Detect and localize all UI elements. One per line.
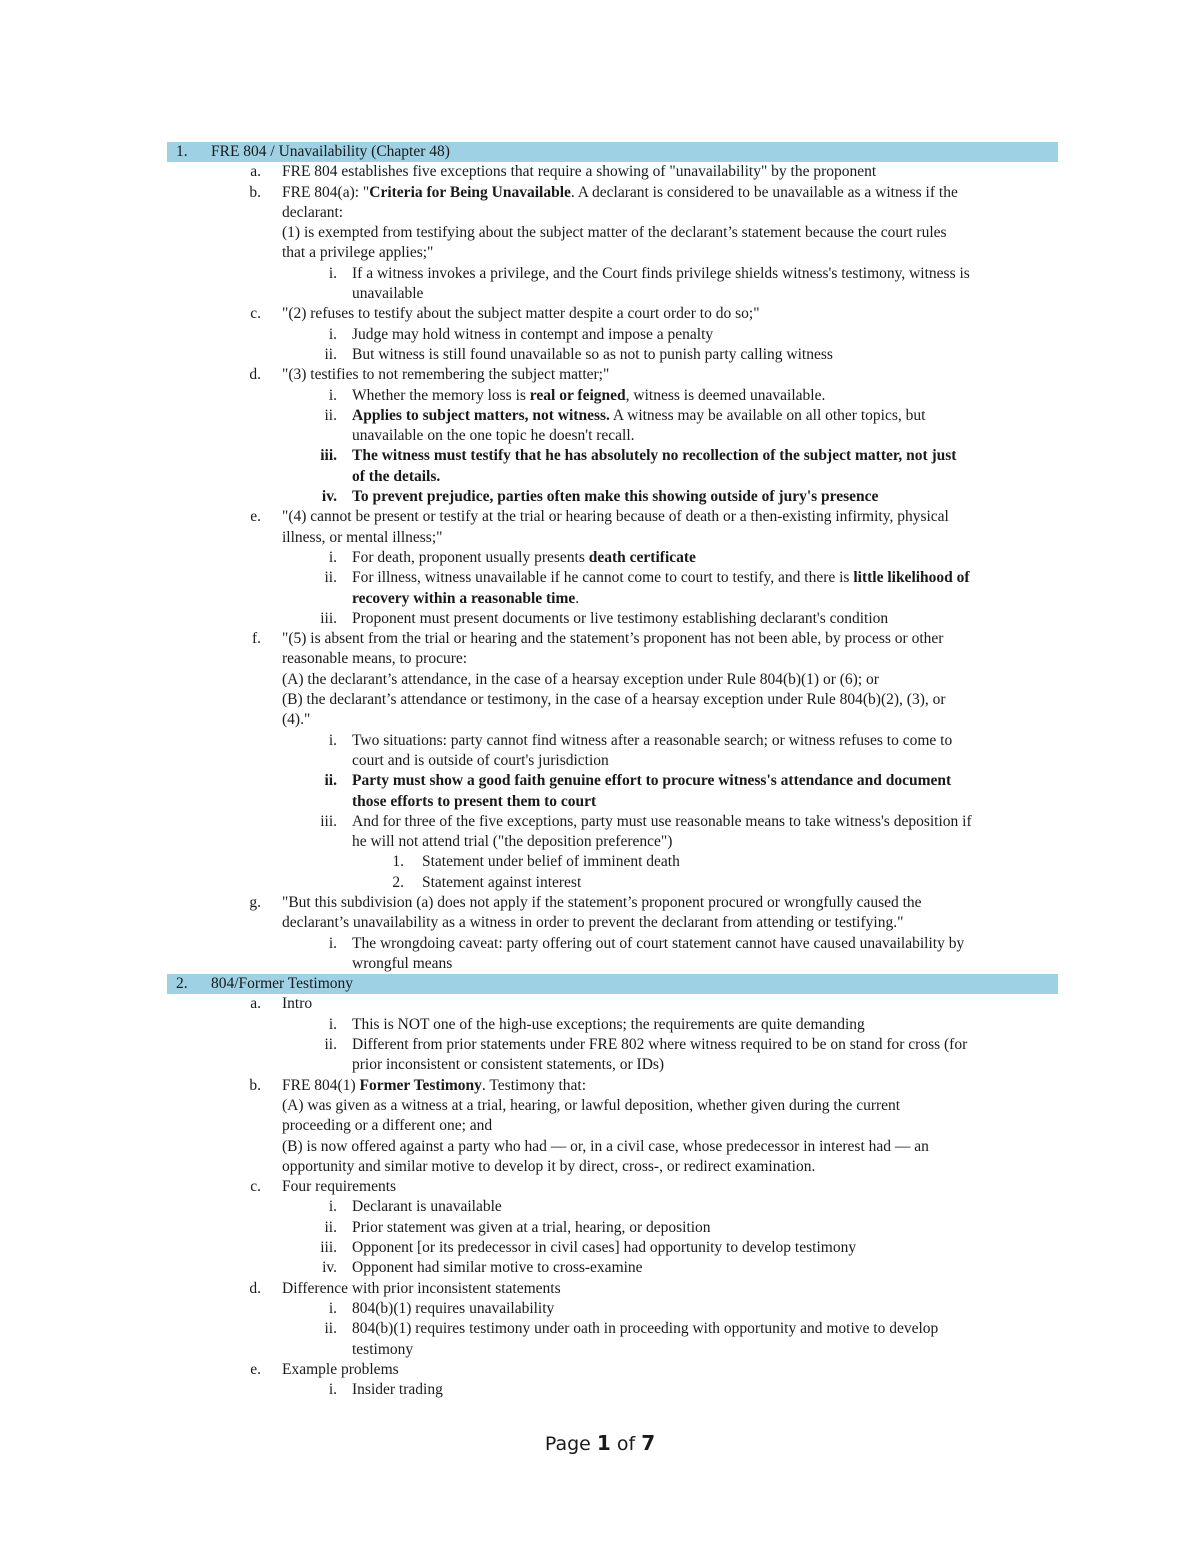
text-run: that a privilege applies;" xyxy=(282,244,434,262)
line-text xyxy=(282,203,343,223)
line-text xyxy=(282,1177,396,1197)
outline-line xyxy=(0,1360,1200,1380)
section-title: FRE 804 / Unavailability (Chapter 48) xyxy=(211,143,450,160)
text-run: (B) is now offered against a party who had — or, in a civil case, whose predecessor in interest had — an xyxy=(282,1137,929,1155)
page-total: 7 xyxy=(641,1431,656,1455)
outline-line xyxy=(0,345,1200,365)
text-run: Prior statement was given at a trial, hearing, or deposition xyxy=(352,1218,711,1236)
outline-line xyxy=(0,832,1200,852)
text-run: Opponent had similar motive to cross-examine xyxy=(352,1259,643,1277)
text-run: Judge may hold witness in contempt and impose a penalty xyxy=(352,325,714,343)
text-run: Different from prior statements under FRE 802 where witness required to be on stand for cross (for xyxy=(352,1036,968,1054)
line-text xyxy=(352,264,970,284)
line-text xyxy=(282,893,922,913)
text-run: If a witness invokes a privilege, and the Court finds privilege shields witness's testimony, witness is xyxy=(352,264,970,282)
list-marker: i. xyxy=(328,325,337,343)
outline-line xyxy=(0,751,1200,771)
text-run: he will not attend trial ("the deposition preference") xyxy=(352,833,673,851)
line-text xyxy=(352,548,696,568)
bold-text: The witness must testify that he has absolutely no recollection of the subject matter, not just xyxy=(352,447,957,465)
text-run: declarant: xyxy=(282,203,344,221)
text-run: Whether the memory loss is xyxy=(352,386,530,404)
line-text xyxy=(352,325,713,345)
text-run: prior inconsistent or consistent statements, or IDs) xyxy=(352,1056,665,1074)
line-text xyxy=(282,507,949,527)
outline-line xyxy=(0,629,1200,649)
line-text xyxy=(352,1015,865,1035)
outline-line xyxy=(0,304,1200,324)
line-text xyxy=(352,832,672,852)
line-text xyxy=(352,284,423,304)
outline-line xyxy=(0,1177,1200,1197)
line-text xyxy=(352,589,579,609)
line-text xyxy=(422,873,581,893)
text-run: FRE 804(a): " xyxy=(282,183,370,201)
list-marker: ii. xyxy=(324,406,337,424)
bold-text: Applies to subject matters, not witness. xyxy=(352,406,610,424)
bold-text: Party must show a good faith genuine effort to procure witness's attendance and document xyxy=(352,772,952,790)
outline-line xyxy=(0,609,1200,629)
line-text xyxy=(352,345,833,365)
line-text xyxy=(352,1258,643,1278)
list-marker: g. xyxy=(249,893,261,911)
text-run: illness, or mental illness;" xyxy=(282,528,443,546)
text-run: (4)." xyxy=(282,711,311,729)
section-title: 804/Former Testimony xyxy=(211,975,353,993)
line-text xyxy=(282,629,943,649)
outline-line xyxy=(0,873,1200,893)
line-text xyxy=(282,1279,561,1299)
bold-text: Former Testimony xyxy=(359,1076,482,1094)
line-text xyxy=(352,1218,711,1238)
outline-line xyxy=(0,1137,1200,1157)
outline-line xyxy=(0,507,1200,527)
list-marker: ii. xyxy=(324,1218,337,1236)
outline-line xyxy=(0,649,1200,669)
line-text xyxy=(352,1055,664,1075)
outline-line xyxy=(0,426,1200,446)
text-run: . Testimony that: xyxy=(481,1076,587,1094)
line-text xyxy=(352,1035,967,1055)
list-marker: c. xyxy=(250,1178,261,1196)
list-marker: e. xyxy=(250,508,261,526)
outline-line xyxy=(0,1258,1200,1278)
text-run: "(3) testifies to not remembering the subject matter;" xyxy=(282,366,610,384)
line-text xyxy=(352,467,440,487)
outline-line xyxy=(0,690,1200,710)
line-text xyxy=(352,487,878,507)
outline-line xyxy=(0,1299,1200,1319)
list-marker: i. xyxy=(328,731,337,749)
text-run: 804(b)(1) requires unavailability xyxy=(352,1299,555,1317)
list-marker: 2. xyxy=(392,873,404,891)
text-run: Four requirements xyxy=(282,1178,397,1196)
line-text xyxy=(352,751,609,771)
outline-line xyxy=(0,528,1200,548)
text-run: proceeding or a different one; and xyxy=(282,1117,493,1135)
list-marker: ii. xyxy=(324,1320,337,1338)
text-run: Proponent must present documents or live testimony establishing declarant's condition xyxy=(352,609,889,627)
text-run: , witness is deemed unavailable. xyxy=(625,386,826,404)
list-marker: i. xyxy=(328,1015,337,1033)
outline-line xyxy=(0,284,1200,304)
list-marker: a. xyxy=(250,163,261,181)
list-marker: ii. xyxy=(324,772,337,790)
text-run: court and is outside of court's jurisdiction xyxy=(352,751,609,769)
text-run: For illness, witness unavailable if he cannot come to court to testify, and there is xyxy=(352,569,854,587)
line-text xyxy=(282,528,442,548)
line-text xyxy=(352,792,596,812)
line-text xyxy=(282,365,609,385)
outline-line xyxy=(0,954,1200,974)
list-marker: d. xyxy=(249,366,261,384)
section-number: 1. xyxy=(176,143,188,160)
section-heading xyxy=(167,974,1058,994)
text-run: (1) is exempted from testifying about the subject matter of the declarant’s statement because the court rules xyxy=(282,224,947,242)
line-text xyxy=(352,446,956,466)
outline-line xyxy=(0,1015,1200,1035)
bold-text: real or feigned xyxy=(529,386,626,404)
line-text xyxy=(352,731,952,751)
line-text xyxy=(282,1116,492,1136)
text-run: wrongful means xyxy=(352,954,453,972)
line-text xyxy=(282,670,879,690)
outline-line xyxy=(0,223,1200,243)
list-marker: ii. xyxy=(324,1036,337,1054)
line-text xyxy=(282,913,903,933)
page-current: 1 xyxy=(596,1431,611,1455)
outline-line xyxy=(0,243,1200,263)
line-text xyxy=(282,1157,815,1177)
text-run: FRE 804(1) xyxy=(282,1076,360,1094)
outline-line xyxy=(0,446,1200,466)
page-of: of xyxy=(610,1433,642,1455)
text-run: Intro xyxy=(282,995,313,1013)
list-marker: 1. xyxy=(392,853,404,871)
text-run: . A declarant is considered to be unavailable as a witness if the xyxy=(570,183,958,201)
text-run: declarant’s unavailability as a witness in order to prevent the declarant from attending or testifying." xyxy=(282,914,904,932)
outline-line xyxy=(0,792,1200,812)
line-text xyxy=(352,1299,554,1319)
text-run: Declarant is unavailable xyxy=(352,1198,502,1216)
line-text xyxy=(352,812,972,832)
line-text xyxy=(352,771,951,791)
line-text xyxy=(282,710,310,730)
bold-text: little likelihood of xyxy=(853,569,970,587)
line-text xyxy=(352,386,825,406)
outline-line xyxy=(0,670,1200,690)
line-text xyxy=(352,934,964,954)
bold-text: those efforts to present them to court xyxy=(352,792,597,810)
list-marker: f. xyxy=(251,630,261,648)
line-text xyxy=(282,1137,929,1157)
text-run: Statement against interest xyxy=(422,873,582,891)
text-run: Example problems xyxy=(282,1360,399,1378)
line-text xyxy=(282,162,876,182)
outline-line xyxy=(0,771,1200,791)
text-run: testimony xyxy=(352,1340,414,1358)
list-marker: i. xyxy=(328,1198,337,1216)
list-marker: i. xyxy=(328,934,337,952)
outline-line xyxy=(0,467,1200,487)
outline-line xyxy=(0,162,1200,182)
line-text xyxy=(352,1319,938,1339)
bold-text: of the details. xyxy=(352,467,441,485)
outline-line xyxy=(0,487,1200,507)
outline-line xyxy=(0,893,1200,913)
text-run: This is NOT one of the high-use exceptions; the requirements are quite demanding xyxy=(352,1015,865,1033)
outline-line xyxy=(0,589,1200,609)
outline-line xyxy=(0,1157,1200,1177)
outline-line xyxy=(0,1380,1200,1400)
line-text xyxy=(352,426,635,446)
list-marker: iii. xyxy=(320,447,337,465)
outline-line xyxy=(0,913,1200,933)
list-marker: iii. xyxy=(320,609,337,627)
text-run: (A) was given as a witness at a trial, hearing, or lawful deposition, whether given during the current xyxy=(282,1096,901,1114)
outline-line xyxy=(0,406,1200,426)
line-text xyxy=(422,852,680,872)
text-run: Difference with prior inconsistent statements xyxy=(282,1279,561,1297)
line-text xyxy=(282,1096,900,1116)
outline-line xyxy=(0,1076,1200,1096)
bold-text: recovery within a reasonable time xyxy=(352,589,576,607)
line-text xyxy=(352,1380,443,1400)
section-number: 2. xyxy=(176,975,188,993)
outline-line xyxy=(0,1116,1200,1136)
list-marker: ii. xyxy=(324,569,337,587)
list-marker: iv. xyxy=(321,488,337,506)
list-marker: c. xyxy=(250,305,261,323)
line-text xyxy=(352,954,452,974)
text-run: Opponent [or its predecessor in civil cases] had opportunity to develop testimony xyxy=(352,1239,857,1257)
text-run: And for three of the five exceptions, party must use reasonable means to take witness's deposition if xyxy=(352,812,972,830)
text-run: unavailable xyxy=(352,285,424,303)
section-heading xyxy=(167,142,1058,162)
text-run: "(2) refuses to testify about the subject matter despite a court order to do so;" xyxy=(282,305,760,323)
list-marker: iii. xyxy=(320,812,337,830)
list-marker: e. xyxy=(250,1360,261,1378)
list-marker: i. xyxy=(328,1381,337,1399)
line-text xyxy=(282,994,312,1014)
text-run: Two situations: party cannot find witness after a reasonable search; or witness refuses to come to xyxy=(352,731,953,749)
list-marker: i. xyxy=(328,548,337,566)
line-text xyxy=(352,1238,856,1258)
page-footer xyxy=(0,1430,1200,1457)
outline-line xyxy=(0,1319,1200,1339)
bold-text: Criteria for Being Unavailable xyxy=(369,183,571,201)
list-marker: ii. xyxy=(324,345,337,363)
text-run: Statement under belief of imminent death xyxy=(422,853,680,871)
outline-line xyxy=(0,1218,1200,1238)
line-text xyxy=(352,1197,502,1217)
line-text xyxy=(352,568,970,588)
list-marker: b. xyxy=(249,183,261,201)
text-run: "(5) is absent from the trial or hearing and the statement’s proponent has not been able, by process or other xyxy=(282,630,944,648)
outline-line xyxy=(0,1035,1200,1055)
line-text xyxy=(282,690,946,710)
outline-line xyxy=(0,852,1200,872)
outline-line xyxy=(0,203,1200,223)
line-text xyxy=(282,243,433,263)
line-text xyxy=(282,1076,586,1096)
outline-line xyxy=(0,812,1200,832)
outline-line xyxy=(0,994,1200,1014)
outline-line xyxy=(0,264,1200,284)
text-run: 804(b)(1) requires testimony under oath in proceeding with opportunity and motive to develop xyxy=(352,1320,939,1338)
list-marker: i. xyxy=(328,1299,337,1317)
line-text xyxy=(282,649,467,669)
list-marker: iv. xyxy=(322,1259,337,1277)
line-text xyxy=(282,1360,399,1380)
outline-line xyxy=(0,548,1200,568)
outline-line xyxy=(0,1096,1200,1116)
text-run: unavailable on the one topic he doesn't recall. xyxy=(352,427,635,445)
list-marker: a. xyxy=(250,995,261,1013)
outline-line xyxy=(0,1238,1200,1258)
text-run: A witness may be available on all other topics, but xyxy=(609,406,926,424)
list-marker: i. xyxy=(328,386,337,404)
text-run: (A) the declarant’s attendance, in the case of a hearsay exception under Rule 804(b)(1) or (6); or xyxy=(282,670,879,688)
outline-line xyxy=(0,1279,1200,1299)
outline-line xyxy=(0,731,1200,751)
outline-line xyxy=(0,365,1200,385)
text-run: But witness is still found unavailable so as not to punish party calling witness xyxy=(352,345,833,363)
outline-line xyxy=(0,325,1200,345)
text-run: (B) the declarant’s attendance or testimony, in the case of a hearsay exception under Rule 804(b)(2), (3), or xyxy=(282,691,946,709)
text-run: "(4) cannot be present or testify at the trial or hearing because of death or a then-existing infirmity, physical xyxy=(282,508,949,526)
text-run: Insider trading xyxy=(352,1381,443,1399)
text-run: For death, proponent usually presents xyxy=(352,548,589,566)
bold-text: death certificate xyxy=(588,548,696,566)
line-text xyxy=(282,183,958,203)
outline-line xyxy=(0,1340,1200,1360)
text-run: FRE 804 establishes five exceptions that require a showing of "unavailability" by the proponent xyxy=(282,163,877,181)
outline-line xyxy=(0,568,1200,588)
outline-line xyxy=(0,710,1200,730)
outline-line xyxy=(0,934,1200,954)
list-marker: d. xyxy=(249,1279,261,1297)
bold-text: To prevent prejudice, parties often make this showing outside of jury's presence xyxy=(352,488,879,506)
outline-line xyxy=(0,386,1200,406)
page-label: Page xyxy=(544,1433,597,1455)
document-body xyxy=(0,142,1200,1400)
line-text xyxy=(352,1340,413,1360)
outline-line xyxy=(0,183,1200,203)
list-marker: i. xyxy=(328,264,337,282)
line-text xyxy=(282,304,760,324)
text-run: opportunity and similar motive to develop it by direct, cross-, or redirect examination. xyxy=(282,1157,816,1175)
text-run: "But this subdivision (a) does not apply if the statement’s proponent procured or wrongfully caused the xyxy=(282,893,922,911)
text-run: reasonable means, to procure: xyxy=(282,650,468,668)
text-run: . xyxy=(575,589,580,607)
list-marker: b. xyxy=(249,1076,261,1094)
outline-line xyxy=(0,1055,1200,1075)
outline-line xyxy=(0,1197,1200,1217)
line-text xyxy=(282,223,947,243)
text-run: The wrongdoing caveat: party offering out of court statement cannot have caused unavailability by xyxy=(352,934,965,952)
line-text xyxy=(352,406,925,426)
line-text xyxy=(352,609,888,629)
list-marker: iii. xyxy=(320,1239,337,1257)
